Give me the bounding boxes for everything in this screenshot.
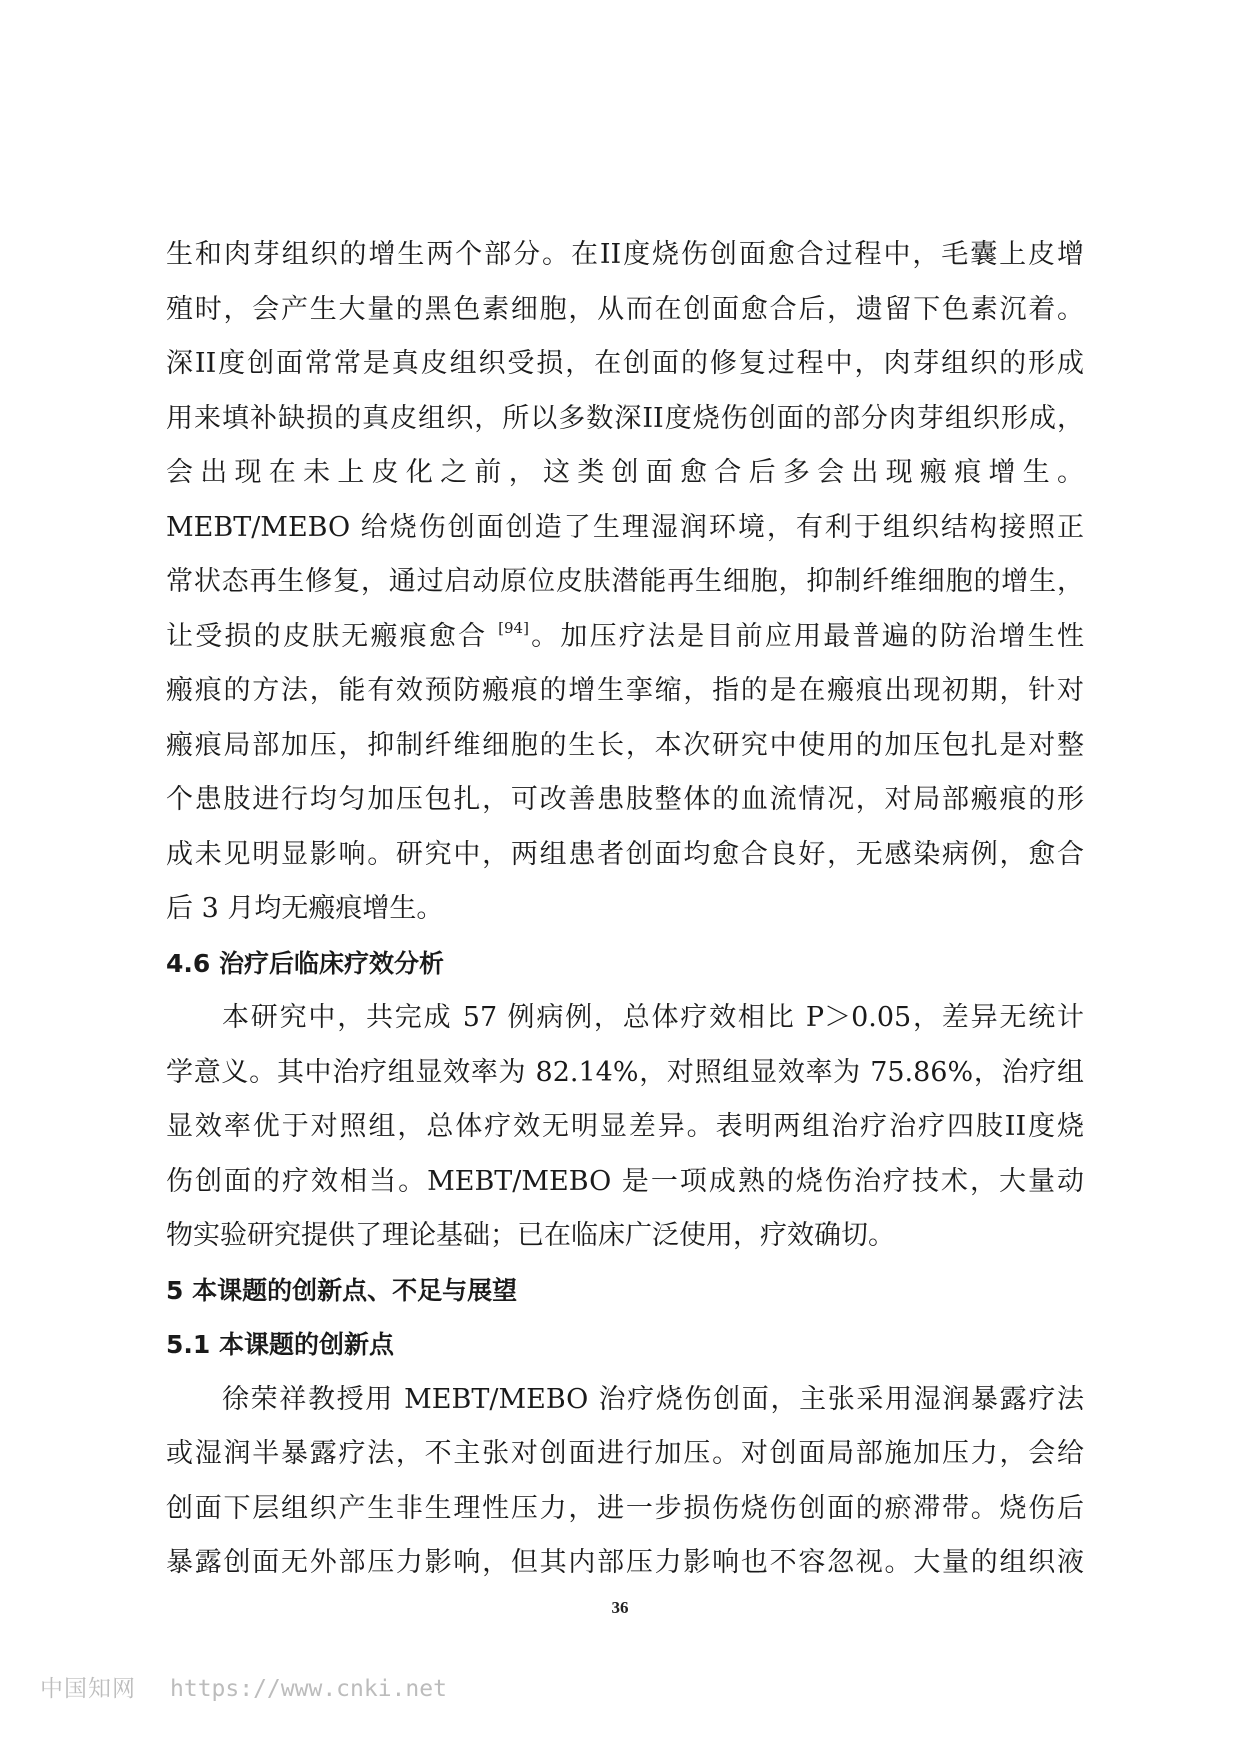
text-line: 会出现在未上皮化之前，这类创面愈合后多会出现瘢痕增生。 bbox=[166, 457, 1084, 488]
text-line: 暴露创面无外部压力影响，但其内部压力影响也不容忽视。大量的组织液 bbox=[166, 1547, 1084, 1578]
text-line: 深II度创面常常是真皮组织受损，在创面的修复过程中，肉芽组织的形成 bbox=[166, 348, 1084, 379]
text-line: 本研究中，共完成 57 例病例，总体疗效相比 P＞0.05，差异无统计 bbox=[222, 1002, 1084, 1033]
text-line: 学意义。其中治疗组显效率为 82.14%，对照组显效率为 75.86%，治疗组 bbox=[166, 1056, 1084, 1088]
text-line: 个患肢进行均匀加压包扎，可改善患肢整体的血流情况，对局部瘢痕的形 bbox=[166, 784, 1084, 815]
page-number: 36 bbox=[611, 1598, 629, 1617]
text-line: 徐荣祥教授用 MEBT/MEBO 治疗烧伤创面，主张采用湿润暴露疗法 bbox=[222, 1383, 1084, 1415]
watermark-url: https://www.cnki.net bbox=[170, 1676, 447, 1702]
text-line: 生和肉芽组织的增生两个部分。在II度烧伤创面愈合过程中，毛囊上皮增 bbox=[166, 239, 1084, 270]
text-line: 显效率优于对照组，总体疗效无明显差异。表明两组治疗治疗四肢II度烧 bbox=[166, 1111, 1084, 1142]
text-line: 用来填补缺损的真皮组织，所以多数深II度烧伤创面的部分肉芽组织形成， bbox=[166, 402, 1084, 434]
text-line: 瘢痕的方法，能有效预防瘢痕的增生挛缩，指的是在瘢痕出现初期，针对 bbox=[166, 675, 1084, 706]
text-line-with-citation bbox=[166, 610, 1084, 665]
text-line: 伤创面的疗效相当。MEBT/MEBO 是一项成熟的烧伤治疗技术，大量动 bbox=[166, 1165, 1084, 1197]
section-heading-5: 5 本课题的创新点、不足与展望 bbox=[166, 1275, 518, 1305]
citation-reference: [94] bbox=[498, 618, 529, 637]
section-heading-5-1: 5.1 本课题的创新点 bbox=[166, 1330, 394, 1359]
text-line: MEBT/MEBO 给烧伤创面创造了生理湿润环境，有利于组织结构接照正 bbox=[166, 511, 1084, 543]
text-segment: 。加压疗法是目前应用最普遍的防治增生性 bbox=[528, 620, 1084, 652]
watermark-site-name: 中国知网 bbox=[40, 1676, 136, 1702]
text-line: 后 3 月均无瘢痕增生。 bbox=[166, 893, 444, 924]
text-line: 物实验研究提供了理论基础；已在临床广泛使用，疗效确切。 bbox=[166, 1220, 895, 1251]
text-line: 常状态再生修复，通过启动原位皮肤潜能再生细胞，抑制纤维细胞的增生， bbox=[166, 566, 1084, 597]
cnki-watermark bbox=[40, 1670, 447, 1703]
text-line: 成未见明显影响。研究中，两组患者创面均愈合良好，无感染病例，愈合 bbox=[166, 838, 1084, 870]
text-line: 殖时，会产生大量的黑色素细胞，从而在创面愈合后，遗留下色素沉着。 bbox=[166, 293, 1084, 325]
section-heading-4-6: 4.6 治疗后临床疗效分析 bbox=[166, 948, 444, 978]
text-line: 或湿润半暴露疗法，不主张对创面进行加压。对创面局部施加压力，会给 bbox=[166, 1438, 1084, 1469]
text-line: 创面下层组织产生非生理性压力，进一步损伤烧伤创面的瘀滞带。烧伤后 bbox=[166, 1492, 1084, 1524]
text-segment: 让受损的皮肤无瘢痕愈合 bbox=[166, 620, 499, 652]
page-content bbox=[166, 228, 1084, 1591]
text-line: 瘢痕局部加压，抑制纤维细胞的生长，本次研究中使用的加压包扎是对整 bbox=[166, 729, 1084, 761]
